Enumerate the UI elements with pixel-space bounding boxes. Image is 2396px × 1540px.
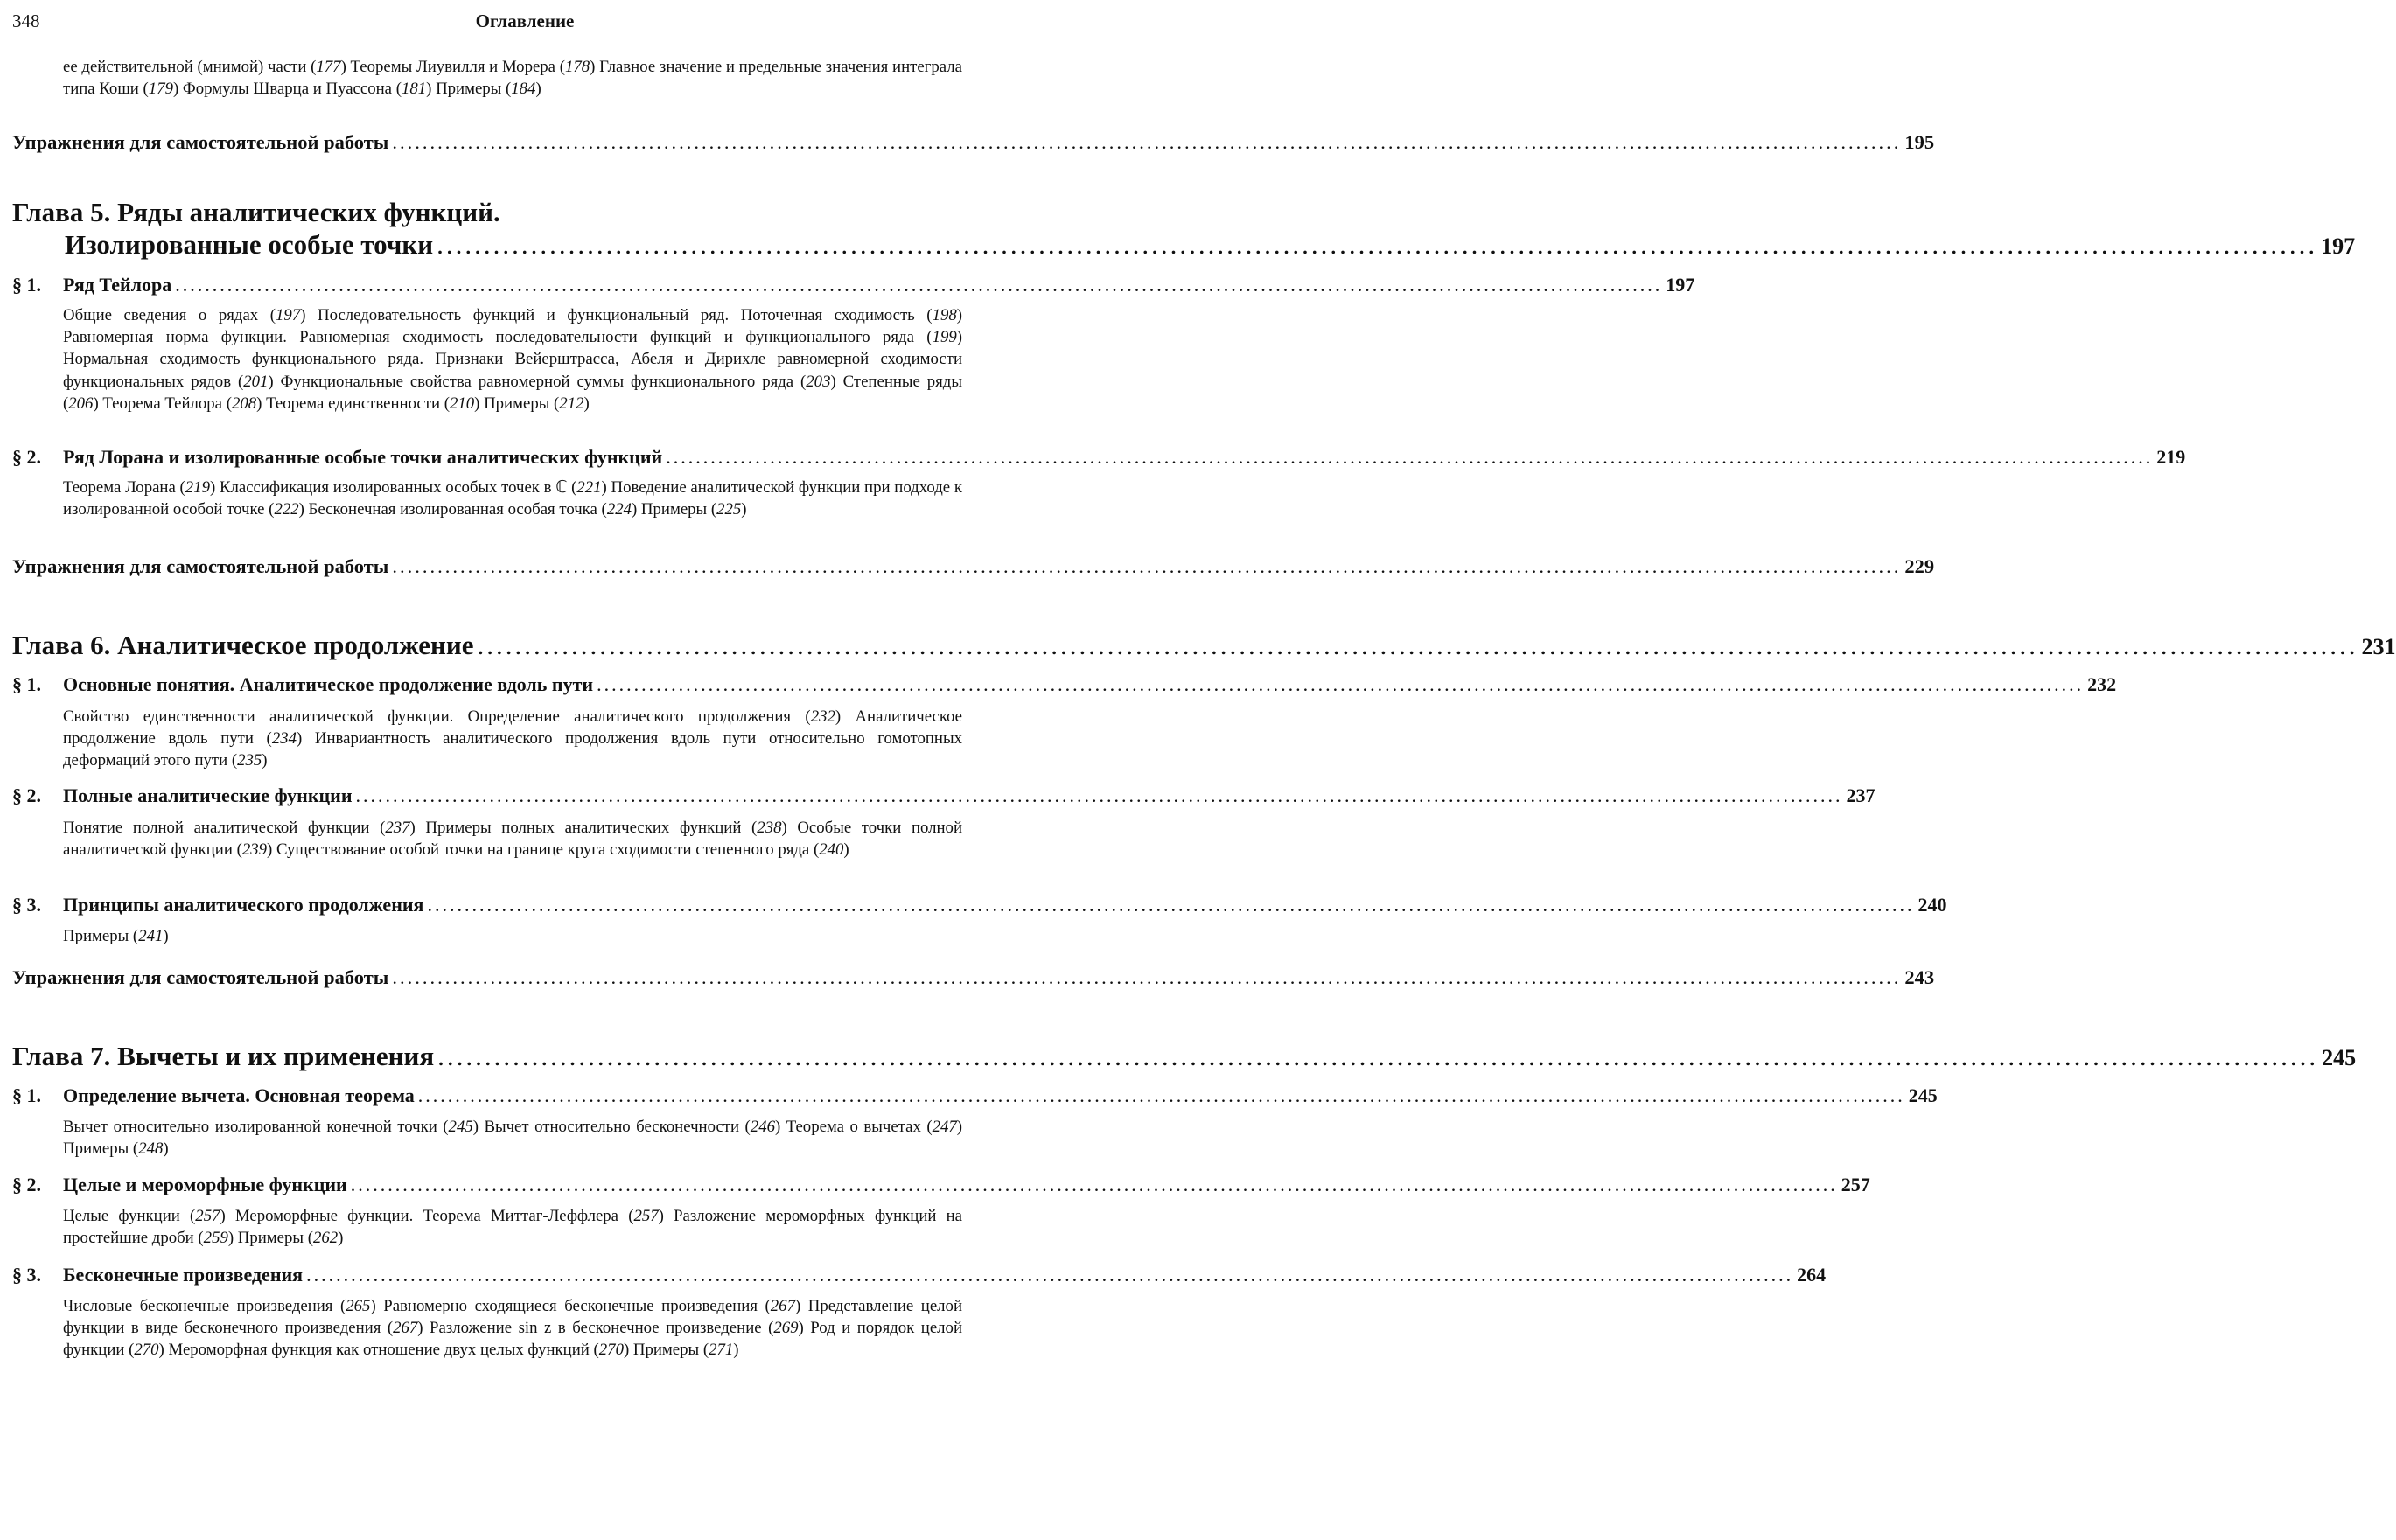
toc-title: Упражнения для самостоятельной работы xyxy=(12,131,389,153)
toc-page: 257 xyxy=(1841,1174,1870,1195)
section-title: Определение вычета. Основная теорема xyxy=(63,1084,415,1106)
toc-ch6-section-3[interactable] xyxy=(12,894,1947,916)
section-description: Свойство единственности аналитической функции. Определение аналитического продолжения (232) Аналитическое продолжение вдоль пути (234) Инвариантность аналитического продолжения вдоль пути относительно гомотопных деформаций этого пути (235) xyxy=(63,707,962,770)
toc-chapter-5-line2[interactable] xyxy=(12,229,2356,261)
running-header xyxy=(12,10,1037,38)
toc-page: 240 xyxy=(1917,894,1947,916)
leader-dots: ........................................................................................................................................................................................................ xyxy=(175,274,1663,296)
page-number: 348 xyxy=(12,10,40,31)
section-description: Вычет относительно изолированной конечной точки (245) Вычет относительно бесконечности (246) Теорема о вычетах (247) Примеры (248) xyxy=(63,1118,963,1159)
chapter-title: Глава 6. Аналитическое продолжение xyxy=(12,630,474,660)
toc-page: 195 xyxy=(1904,131,1935,153)
section-title: Принципы аналитического продолжения xyxy=(63,894,424,916)
toc-page: 237 xyxy=(1846,784,1876,806)
section-number: § 3. xyxy=(12,1264,41,1286)
toc-exercises-ch6[interactable] xyxy=(12,966,1935,989)
toc-chapter-6[interactable] xyxy=(12,630,2396,661)
leader-dots: ........................................................................................................................................................................................................ xyxy=(355,784,1843,806)
section-number: § 2. xyxy=(12,1174,41,1195)
leader-dots: ........................................................................................................................................................................................................ xyxy=(392,555,1902,577)
toc-page: 219 xyxy=(2156,446,2186,468)
toc-page: 245 xyxy=(2322,1045,2357,1070)
toc-title: Упражнения для самостоятельной работы xyxy=(12,555,389,577)
section-number: § 1. xyxy=(12,274,41,296)
chapter-title-line2: Изолированные особые точки xyxy=(65,229,434,260)
chapter-title-line1: Глава 5. Ряды аналитических функций. xyxy=(12,197,500,227)
toc-page: 231 xyxy=(2361,634,2396,659)
leader-dots: ........................................................................................................................................................................................................ xyxy=(392,131,1902,153)
section-description: Общие сведения о рядах (197) Последовательность функций и функциональный ряд. Поточечная сходимость (198) Равномерная норма функции. Равномерная сходимость последовательности функций и функционального ряда (199) Нормальная сходимость функционального ряда. Признаки Вейерштрасса, Абеля и Дирихле равномерной сходимости функциональных рядов (201) Функциональные свойства равномерной суммы функционального ряда (203) Степенные ряды (206) Теорема Тейлора (208) Теорема единственности (210) Примеры (212) xyxy=(63,306,962,413)
section-description: ее действительной (мнимой) части (177) Теоремы Лиувилля и Морера (178) Главное значение и предельные значения интеграла типа Коши (179) Формулы Шварца и Пуассона (181) Примеры (184) xyxy=(63,58,962,99)
toc-exercises-ch5[interactable] xyxy=(12,555,1935,578)
header-title: Оглавление xyxy=(475,10,575,31)
leader-dots: ........................................................................................................................................................................................................ xyxy=(392,966,1902,988)
chapter-title: Глава 7. Вычеты и их применения xyxy=(12,1041,435,1071)
toc-ch6-section-1[interactable] xyxy=(12,673,2117,696)
leader-dots: ........................................................................................................................................................................................................ xyxy=(477,630,2358,660)
toc-page: 229 xyxy=(1904,555,1935,577)
section-description: Целые функции (257) Мероморфные функции. Теорема Миттаг-Леффлера (257) Разложение мероморфных функций на простейшие дроби (259) Примеры (262) xyxy=(63,1207,963,1248)
section-description: Числовые бесконечные произведения (265) Равномерно сходящиеся бесконечные произведения (267) Представление целой функции в виде бесконечного произведения (267) Разложение sin z в бесконечное произведение (269) Род и порядок целой функции (270) Мероморфная функция как отношение двух целых функций (270) Примеры (271) xyxy=(63,1297,962,1360)
section-title: Полные аналитические функции xyxy=(63,784,353,806)
leader-dots: ........................................................................................................................................................................................................ xyxy=(437,1041,2319,1071)
section-number: § 1. xyxy=(12,1084,41,1106)
section-title: Бесконечные произведения xyxy=(63,1264,304,1286)
toc-page: 197 xyxy=(2321,233,2356,259)
leader-dots: ........................................................................................................................................................................................................ xyxy=(427,894,1915,916)
section-description: Теорема Лорана (219) Классификация изолированных особых точек в ℂ (221) Поведение аналитической функции при подходе к изолированной особой точке (222) Бесконечная изолированная особая точка (224) Примеры (225) xyxy=(63,478,962,519)
toc-chapter-7[interactable] xyxy=(12,1041,2357,1072)
toc-ch7-section-3[interactable] xyxy=(12,1264,1827,1286)
toc-ch5-section-1[interactable] xyxy=(12,274,1695,296)
section-title: Целые и мероморфные функции xyxy=(63,1174,347,1195)
toc-page: 245 xyxy=(1908,1084,1938,1106)
toc-ch6-section-2[interactable] xyxy=(12,784,1876,807)
toc-page: 232 xyxy=(2087,673,2117,695)
toc-ch7-section-1[interactable] xyxy=(12,1084,1938,1107)
leader-dots: ........................................................................................................................................................................................................ xyxy=(597,673,2085,695)
section-title: Ряд Тейлора xyxy=(63,274,172,296)
section-description: Примеры (241) xyxy=(63,927,169,945)
toc-ch5-section-2[interactable] xyxy=(12,446,2186,469)
toc-ch7-section-2[interactable] xyxy=(12,1174,1870,1196)
toc-title: Упражнения для самостоятельной работы xyxy=(12,966,389,988)
section-title: Ряд Лорана и изолированные особые точки аналитических функций xyxy=(63,446,663,468)
leader-dots: ........................................................................................................................................................................................................ xyxy=(666,446,2154,468)
toc-page: 243 xyxy=(1904,966,1935,988)
section-number: § 2. xyxy=(12,446,41,468)
section-number: § 2. xyxy=(12,784,41,806)
leader-dots: ........................................................................................................................................................................................................ xyxy=(350,1174,1838,1195)
toc-page: 197 xyxy=(1666,274,1695,296)
toc-page: 264 xyxy=(1797,1264,1827,1286)
leader-dots: ........................................................................................................................................................................................................ xyxy=(417,1084,1905,1106)
section-number: § 1. xyxy=(12,673,41,695)
section-description: Понятие полной аналитической функции (237) Примеры полных аналитических функций (238) Особые точки полной аналитической функции (239) Существование особой точки на границе круга сходимости степенного ряда (240) xyxy=(63,819,962,860)
section-number: § 3. xyxy=(12,894,41,916)
toc-exercises-ch4[interactable] xyxy=(12,131,1935,154)
toc-chapter-5[interactable] xyxy=(12,197,1037,228)
section-title: Основные понятия. Аналитическое продолжение вдоль пути xyxy=(63,673,594,695)
leader-dots: ........................................................................................................................................................................................................ xyxy=(437,229,2318,260)
leader-dots: ........................................................................................................................................................................................................ xyxy=(306,1264,1794,1286)
